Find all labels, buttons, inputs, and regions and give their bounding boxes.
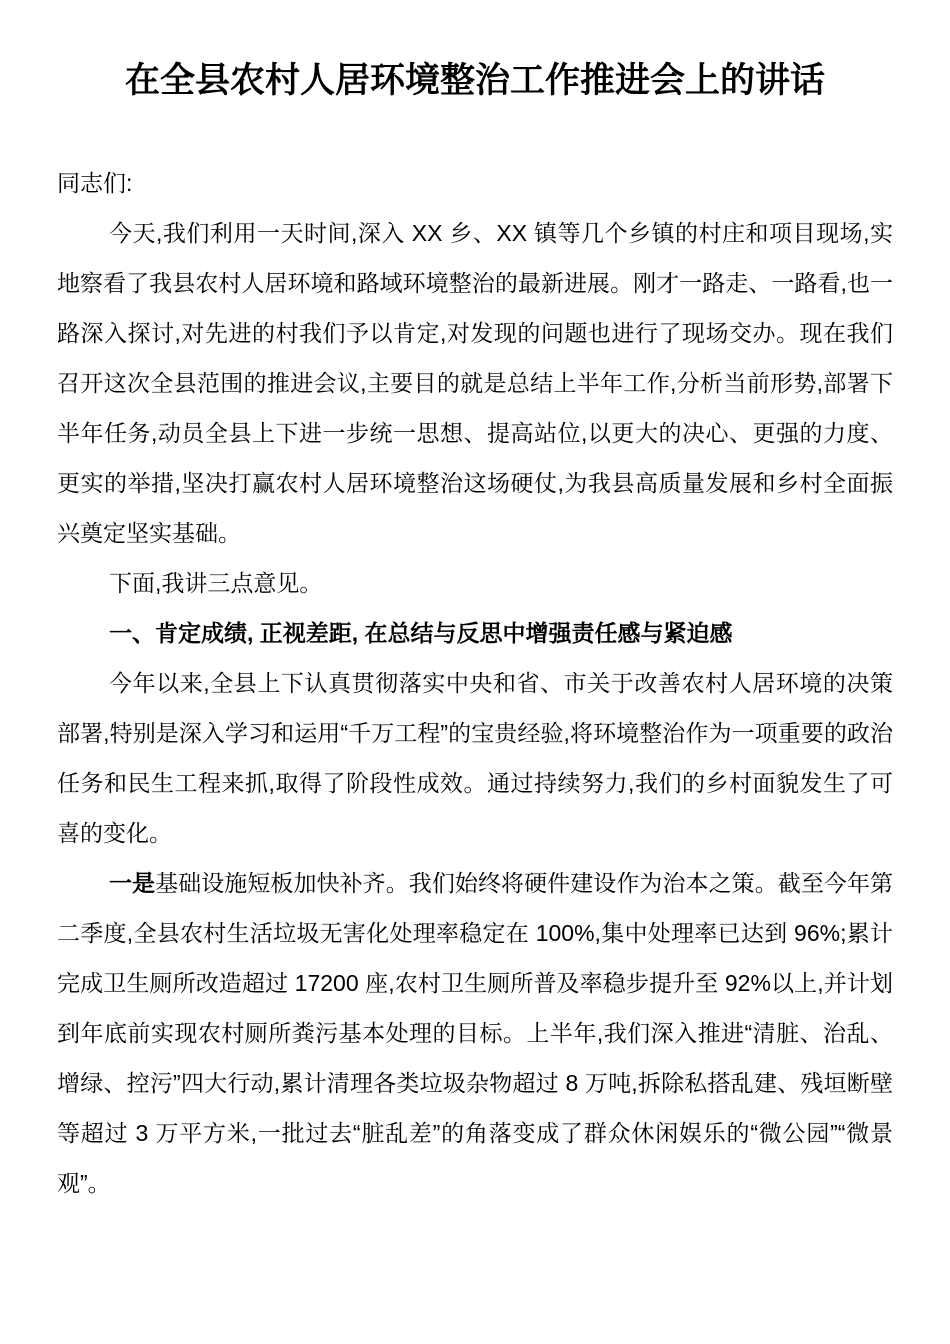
para-field-visit-summary [57, 208, 893, 558]
para-transition [57, 558, 893, 608]
para-overall-progress-run: 今年以来,全县上下认真贯彻落实中央和省、市关于改善农村人居环境的决策部署,特别是深入学习和运用“千万工程”的宝贵经验,将环境整治作为一项重要的政治任务和民生工程来抓,取得了阶段性成效。通过持续努力,我们的乡村面貌发生了可喜的变化。 [57, 670, 893, 846]
document-title: 在全县农村人居环境整治工作推进会上的讲话 [124, 61, 825, 100]
salutation [57, 158, 893, 208]
para-transition-run: 下面,我讲三点意见。 [109, 570, 323, 596]
para-overall-progress [57, 658, 893, 858]
salutation-run: 同志们: [57, 170, 133, 196]
para-field-visit-summary-run: 今天,我们利用一天时间,深入 XX 乡、XX 镇等几个乡镇的村庄和项目现场,实地察看了我县农村人居环境和路域环境整治的最新进展。刚才一路走、一路看,也一路深入探讨,对先进的村我们予以肯定,对发现的问题也进行了现场交办。现在我们召开这次全县范围的推进会议,主要目的就是总结上半年工作,分析当前形势,部署下半年任务,动员全县上下进一步统一思想、提高站位,以更大的决心、更强的力度、更实的举措,坚决打赢农村人居环境整治这场硬仗,为我县高质量发展和乡村全面振兴奠定坚实基础。 [57, 220, 893, 546]
heading-section-one [57, 608, 893, 658]
para-point-one-infrastructure-run: 一是 [109, 870, 156, 896]
para-point-one-infrastructure-run: 基础设施短板加快补齐。我们始终将硬件建设作为治本之策。截至今年第二季度,全县农村生活垃圾无害化处理率稳定在 100%,集中处理率已达到 96%;累计完成卫生厕所改造超过 17200 座,农村卫生厕所普及率稳步提升至 92%以上,并计划到年底前实现农村厕所粪污基本处理的目标。上半年,我们深入推进“清脏、治乱、增绿、控污”四大行动,累计清理各类垃圾杂物超过 8 万吨,拆除私搭乱建、残垣断壁等超过 3 万平方米,一批过去“脏乱差”的角落变成了群众休闲娱乐的“微公园”“微景观”。 [57, 870, 894, 1196]
document-body [57, 158, 893, 1208]
heading-section-one-run: 一、肯定成绩, 正视差距, 在总结与反思中增强责任感与紧迫感 [109, 620, 733, 646]
para-point-one-infrastructure [57, 858, 893, 1208]
